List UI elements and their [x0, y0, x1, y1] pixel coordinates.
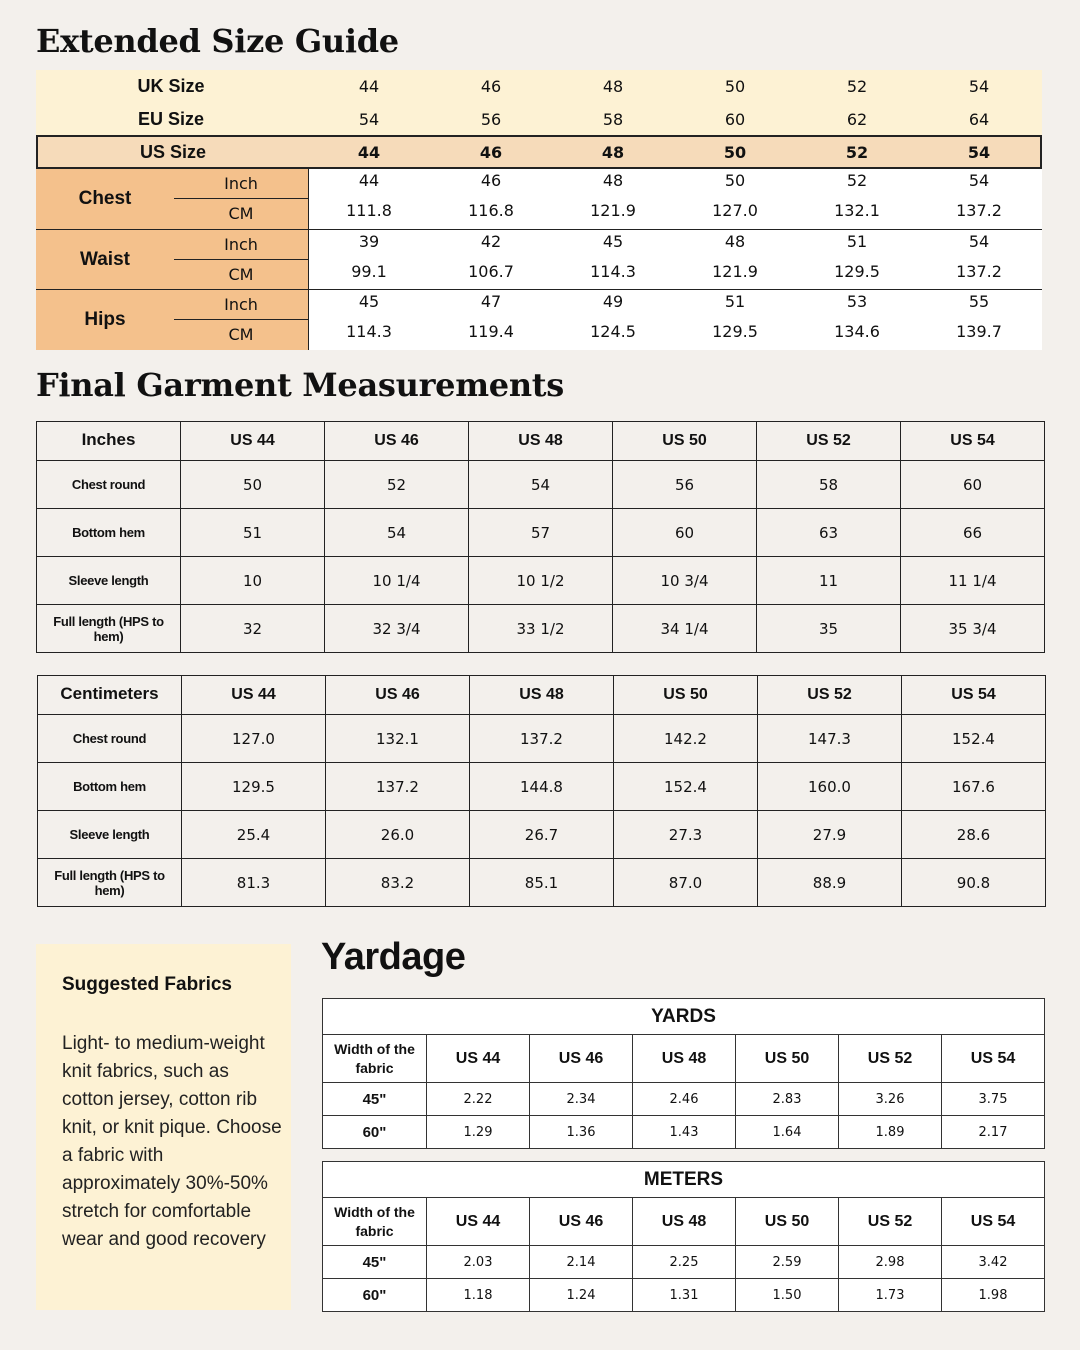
- measurement-cell: 34 1/4: [613, 605, 757, 653]
- us-size-label: US Size: [139, 141, 207, 162]
- measurement-cell: 54: [325, 509, 469, 557]
- table-row: [323, 1083, 1045, 1116]
- unit-inch-label: Inch: [224, 174, 258, 193]
- measure-value: 134.6: [834, 322, 880, 341]
- yardage-cell: 2.34: [530, 1083, 633, 1116]
- table-row: [37, 557, 1045, 605]
- size-header: US 52: [758, 676, 902, 715]
- garment-title: Final Garment Measurements: [36, 366, 564, 404]
- measurement-cell: 11: [757, 557, 901, 605]
- measurement-cell: 60: [901, 461, 1045, 509]
- size-guide-table: [36, 70, 1042, 348]
- measure-value: 116.8: [468, 201, 514, 220]
- row-label: Sleeve length: [37, 557, 181, 605]
- yardage-cell: 1.29: [427, 1116, 530, 1149]
- unit-cm-label: CM: [228, 325, 254, 344]
- measure-value: 45: [602, 232, 624, 251]
- measurement-cell: 50: [181, 461, 325, 509]
- measure-group-header: [36, 169, 308, 229]
- unit-header: Centimeters: [38, 676, 182, 715]
- size-header: US 54: [902, 676, 1046, 715]
- row-label: Chest round: [37, 461, 181, 509]
- measurement-cell: 27.3: [614, 811, 758, 859]
- measure-value: 45: [358, 292, 380, 311]
- yardage-cell: 1.64: [736, 1116, 839, 1149]
- title-row: [323, 999, 1045, 1035]
- measure-value: 137.2: [956, 262, 1002, 281]
- size-header: US 54: [942, 1035, 1045, 1083]
- eu-size-value: 62: [846, 110, 868, 129]
- size-header: US 48: [633, 1198, 736, 1246]
- measure-cm-row: [308, 257, 1040, 287]
- measurement-cell: 32 3/4: [325, 605, 469, 653]
- uk-size-value: 50: [724, 77, 746, 96]
- measure-value: 42: [480, 232, 502, 251]
- measurement-cell: 127.0: [182, 715, 326, 763]
- measurement-cell: 58: [757, 461, 901, 509]
- measurement-cell: 60: [613, 509, 757, 557]
- measure-value: 54: [968, 232, 990, 251]
- measure-value: 114.3: [590, 262, 636, 281]
- measurement-cell: 54: [469, 461, 613, 509]
- size-header: US 48: [470, 676, 614, 715]
- measurement-cell: 10 3/4: [613, 557, 757, 605]
- measure-value: 124.5: [590, 322, 636, 341]
- measurement-cell: 142.2: [614, 715, 758, 763]
- measure-value: 52: [846, 171, 868, 190]
- fabrics-title: Suggested Fabrics: [62, 974, 232, 995]
- measure-name: Waist: [80, 249, 130, 270]
- measurement-cell: 52: [325, 461, 469, 509]
- yardage-cell: 1.73: [839, 1279, 942, 1312]
- yardage-cell: 1.43: [633, 1116, 736, 1149]
- measure-value: 99.1: [351, 262, 387, 281]
- measure-value: 121.9: [712, 262, 758, 281]
- row-label: Chest round: [38, 715, 182, 763]
- size-header: US 50: [614, 676, 758, 715]
- size-header: US 50: [736, 1198, 839, 1246]
- measurement-cell: 144.8: [470, 763, 614, 811]
- eu-size-row: [36, 103, 1042, 136]
- yardage-cell: 3.42: [942, 1246, 1045, 1279]
- eu-size-label: EU Size: [137, 109, 205, 129]
- uk-size-value: 54: [968, 77, 990, 96]
- table-row: [323, 1279, 1045, 1312]
- eu-size-value: 60: [724, 110, 746, 129]
- yardage-cell: 2.17: [942, 1116, 1045, 1149]
- measure-value: 114.3: [346, 322, 392, 341]
- table-row: [323, 1116, 1045, 1149]
- table-row: [37, 605, 1045, 653]
- measurement-cell: 27.9: [758, 811, 902, 859]
- measure-value: 39: [358, 232, 380, 251]
- meters-table: [322, 1161, 1045, 1312]
- yardage-cell: 2.03: [427, 1246, 530, 1279]
- measurement-cell: 137.2: [470, 715, 614, 763]
- measurement-cell: 132.1: [326, 715, 470, 763]
- yardage-cell: 1.89: [839, 1116, 942, 1149]
- yardage-cell: 1.18: [427, 1279, 530, 1312]
- size-header: US 52: [839, 1035, 942, 1083]
- measurement-cell: 10: [181, 557, 325, 605]
- measure-value: 132.1: [834, 201, 880, 220]
- measurement-cell: 160.0: [758, 763, 902, 811]
- measurement-cell: 57: [469, 509, 613, 557]
- uk-size-value: 46: [480, 77, 502, 96]
- fabric-width: 60": [323, 1279, 427, 1312]
- us-size-value: 48: [601, 142, 625, 162]
- yardage-cell: 3.75: [942, 1083, 1045, 1116]
- measure-value: 54: [968, 171, 990, 190]
- measure-value: 55: [968, 292, 990, 311]
- header-row: [323, 1198, 1045, 1246]
- measurement-cell: 147.3: [758, 715, 902, 763]
- measurement-cell: 10 1/2: [469, 557, 613, 605]
- table-row: [323, 1246, 1045, 1279]
- measurement-cell: 152.4: [614, 763, 758, 811]
- measure-value: 139.7: [956, 322, 1002, 341]
- measure-group-header: [36, 230, 308, 290]
- width-of-fabric-header: Width of the fabric: [323, 1035, 427, 1083]
- yardage-cell: 2.83: [736, 1083, 839, 1116]
- us-size-value: 44: [357, 142, 381, 162]
- unit-title: YARDS: [323, 999, 1045, 1035]
- measurement-cell: 83.2: [326, 859, 470, 907]
- yardage-cell: 1.50: [736, 1279, 839, 1312]
- us-size-row: [36, 135, 1042, 169]
- yardage-cell: 2.22: [427, 1083, 530, 1116]
- size-header: US 44: [427, 1198, 530, 1246]
- unit-divider: [174, 319, 308, 320]
- measure-name: Chest: [78, 188, 132, 209]
- measure-value: 121.9: [590, 201, 636, 220]
- table-row: [38, 859, 1046, 907]
- us-size-value: 52: [845, 142, 869, 162]
- yardage-cell: 1.36: [530, 1116, 633, 1149]
- measurement-cell: 90.8: [902, 859, 1046, 907]
- size-header: US 52: [757, 422, 901, 461]
- table-row: [37, 509, 1045, 557]
- table-row: [37, 461, 1045, 509]
- eu-size-value: 54: [358, 110, 380, 129]
- unit-divider: [174, 198, 308, 199]
- measurement-cell: 85.1: [470, 859, 614, 907]
- measurement-cell: 152.4: [902, 715, 1046, 763]
- measure-value: 127.0: [712, 201, 758, 220]
- yardage-cell: 2.98: [839, 1246, 942, 1279]
- us-size-value: 50: [723, 142, 747, 162]
- yardage-cell: 2.59: [736, 1246, 839, 1279]
- uk-size-label: UK Size: [137, 76, 205, 96]
- unit-inch-label: Inch: [224, 235, 258, 254]
- measurement-cell: 167.6: [902, 763, 1046, 811]
- size-header: US 44: [181, 422, 325, 461]
- eu-size-value: 58: [602, 110, 624, 129]
- unit-divider: [174, 259, 308, 260]
- row-label: Bottom hem: [37, 509, 181, 557]
- measurement-cell: 32: [181, 605, 325, 653]
- measurement-cell: 129.5: [182, 763, 326, 811]
- size-header: US 46: [530, 1198, 633, 1246]
- measure-group-header: [36, 290, 308, 350]
- measurement-cell: 26.0: [326, 811, 470, 859]
- measure-group-chest: [36, 169, 1042, 229]
- size-guide-title: Extended Size Guide: [36, 22, 399, 60]
- measure-group-waist: [36, 229, 1042, 290]
- eu-size-value: 64: [968, 110, 990, 129]
- measurement-cell: 25.4: [182, 811, 326, 859]
- unit-header: Inches: [37, 422, 181, 461]
- measure-value: 51: [724, 292, 746, 311]
- yardage-cell: 2.46: [633, 1083, 736, 1116]
- measure-value: 129.5: [834, 262, 880, 281]
- header-row: [323, 1035, 1045, 1083]
- size-header: US 46: [325, 422, 469, 461]
- measure-value: 44: [358, 171, 380, 190]
- size-header: US 54: [901, 422, 1045, 461]
- size-header: US 44: [182, 676, 326, 715]
- measure-value: 49: [602, 292, 624, 311]
- measure-inch-row: [308, 166, 1040, 196]
- size-header: US 48: [469, 422, 613, 461]
- uk-size-value: 48: [602, 77, 624, 96]
- measure-value: 119.4: [468, 322, 514, 341]
- measure-value: 48: [602, 171, 624, 190]
- uk-size-value: 52: [846, 77, 868, 96]
- measure-cm-row: [308, 196, 1040, 226]
- centimeters-table: [37, 675, 1046, 907]
- measurement-cell: 35: [757, 605, 901, 653]
- measurement-cell: 56: [613, 461, 757, 509]
- measurement-cell: 28.6: [902, 811, 1046, 859]
- yardage-cell: 3.26: [839, 1083, 942, 1116]
- fabric-width: 45": [323, 1246, 427, 1279]
- size-header: US 46: [530, 1035, 633, 1083]
- size-header: US 48: [633, 1035, 736, 1083]
- measure-value: 46: [480, 171, 502, 190]
- fabric-width: 45": [323, 1083, 427, 1116]
- header-row: [38, 676, 1046, 715]
- measurement-cell: 88.9: [758, 859, 902, 907]
- us-size-value: 54: [967, 142, 991, 162]
- measure-value: 129.5: [712, 322, 758, 341]
- yardage-cell: 2.25: [633, 1246, 736, 1279]
- row-label: Bottom hem: [38, 763, 182, 811]
- inches-table: [36, 421, 1045, 653]
- measurement-cell: 11 1/4: [901, 557, 1045, 605]
- measurement-cell: 63: [757, 509, 901, 557]
- measure-inch-row: [308, 287, 1040, 317]
- measure-value: 53: [846, 292, 868, 311]
- measurement-cell: 137.2: [326, 763, 470, 811]
- header-row: [37, 422, 1045, 461]
- measure-value: 106.7: [468, 262, 514, 281]
- yards-table: [322, 998, 1045, 1149]
- measure-group-hips: [36, 289, 1042, 350]
- yardage-cell: 2.14: [530, 1246, 633, 1279]
- measurement-cell: 51: [181, 509, 325, 557]
- measure-inch-row: [308, 227, 1040, 257]
- measure-cm-row: [308, 317, 1040, 347]
- yardage-cell: 1.31: [633, 1279, 736, 1312]
- measure-value: 50: [724, 171, 746, 190]
- unit-title: METERS: [323, 1162, 1045, 1198]
- size-header: US 46: [326, 676, 470, 715]
- measurement-cell: 26.7: [470, 811, 614, 859]
- measure-value: 47: [480, 292, 502, 311]
- measure-value: 111.8: [346, 201, 392, 220]
- measure-name: Hips: [84, 309, 126, 330]
- us-size-value: 46: [479, 142, 503, 162]
- table-row: [38, 763, 1046, 811]
- size-header: US 50: [736, 1035, 839, 1083]
- measurement-cell: 81.3: [182, 859, 326, 907]
- row-label: Full length (HPS to hem): [38, 859, 182, 907]
- fabric-width: 60": [323, 1116, 427, 1149]
- yardage-title: Yardage: [321, 936, 466, 978]
- yardage-cell: 1.98: [942, 1279, 1045, 1312]
- measurement-cell: 87.0: [614, 859, 758, 907]
- measurement-cell: 35 3/4: [901, 605, 1045, 653]
- size-header: US 52: [839, 1198, 942, 1246]
- size-header: US 44: [427, 1035, 530, 1083]
- measure-value: 51: [846, 232, 868, 251]
- measure-value: 137.2: [956, 201, 1002, 220]
- unit-cm-label: CM: [228, 265, 254, 284]
- uk-size-value: 44: [358, 77, 380, 96]
- size-header: US 50: [613, 422, 757, 461]
- title-row: [323, 1162, 1045, 1198]
- yardage-cell: 1.24: [530, 1279, 633, 1312]
- row-label: Full length (HPS to hem): [37, 605, 181, 653]
- measurement-cell: 66: [901, 509, 1045, 557]
- measure-value: 48: [724, 232, 746, 251]
- width-of-fabric-header: Width of the fabric: [323, 1198, 427, 1246]
- uk-size-row: [36, 70, 1042, 103]
- measurement-cell: 10 1/4: [325, 557, 469, 605]
- row-label: Sleeve length: [38, 811, 182, 859]
- measurement-cell: 33 1/2: [469, 605, 613, 653]
- size-header: US 54: [942, 1198, 1045, 1246]
- suggested-fabrics-box: [36, 944, 291, 1310]
- table-row: [38, 811, 1046, 859]
- fabrics-description: Light- to medium-weight knit fabrics, such as cotton jersey, cotton rib knit, or knit pique. Choose a fabric with approximately 30%-50% stretch for comfortable wear and good recovery: [62, 1033, 282, 1250]
- unit-cm-label: CM: [228, 204, 254, 223]
- unit-inch-label: Inch: [224, 295, 258, 314]
- table-row: [38, 715, 1046, 763]
- eu-size-value: 56: [480, 110, 502, 129]
